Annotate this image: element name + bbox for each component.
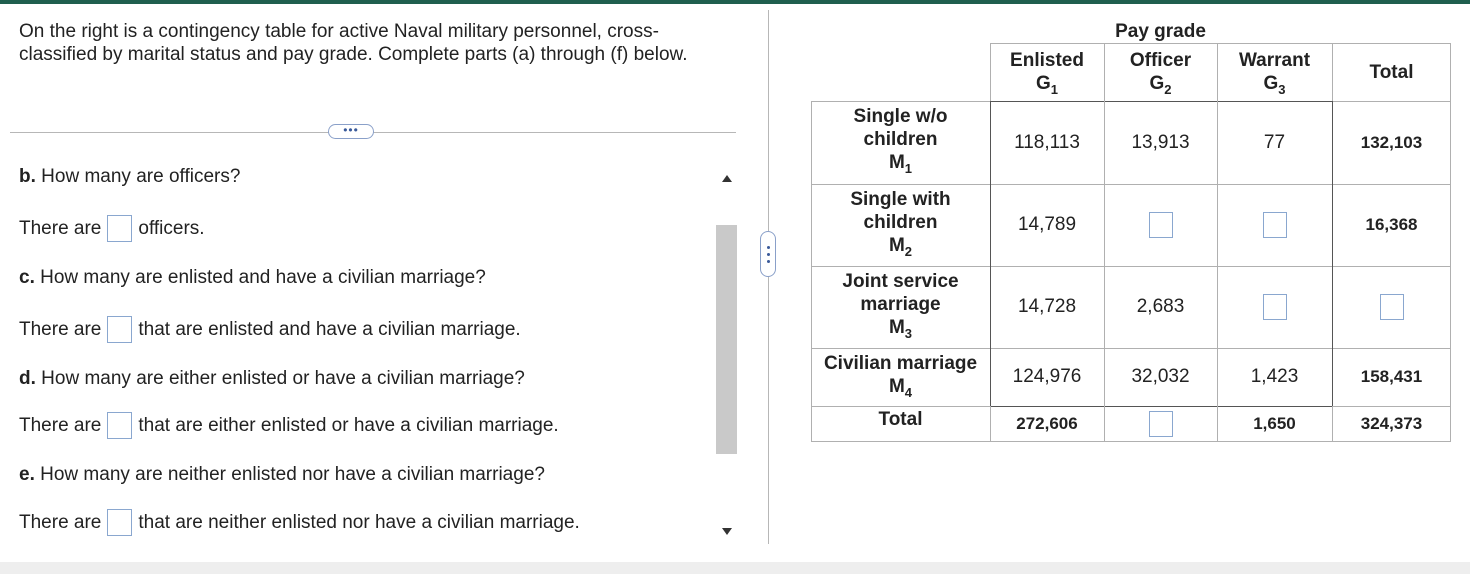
grid-line: [990, 101, 1332, 102]
answer-row-e: [19, 509, 580, 536]
row-header-line: children: [863, 212, 938, 233]
answer-prefix: There are: [19, 217, 102, 239]
scrollbar-thumb[interactable]: [716, 225, 737, 454]
grid-line: [1450, 43, 1451, 441]
row-header-symbol: $M_4$: [888, 376, 913, 400]
cell-m4-g3: 1,423: [1250, 366, 1299, 387]
answer-suffix: that are either enlisted or have a civilian marriage.: [138, 414, 559, 436]
question-letter: b.: [19, 166, 36, 187]
cell-total-total: 324,373: [1360, 413, 1423, 433]
answer-d-input[interactable]: [107, 412, 132, 439]
question-b: [19, 166, 240, 188]
cell-m3-g3-input[interactable]: [1263, 294, 1287, 320]
row-header-symbol: $M_2$: [888, 235, 913, 259]
grid-line: [1332, 406, 1451, 407]
answer-c-input[interactable]: [107, 316, 132, 343]
grid-line: [811, 101, 990, 102]
cell-m3-g2: 2,683: [1136, 296, 1185, 317]
cell-total-g2: [1104, 406, 1217, 441]
scroll-up-arrow-icon[interactable]: [722, 175, 732, 182]
column-header-label: Warrant: [1238, 49, 1311, 71]
grid-line: [990, 406, 1332, 407]
answer-e-input[interactable]: [107, 509, 132, 536]
answer-suffix: officers.: [138, 217, 205, 239]
cell-m2-g3-input[interactable]: [1263, 212, 1287, 238]
answer-b-input[interactable]: [107, 215, 132, 242]
question-letter: d.: [19, 368, 36, 389]
cell-m3-g1: 14,728: [1017, 296, 1077, 317]
cell-m2-g2-input[interactable]: [1149, 212, 1173, 238]
cell-m1-g3: 77: [1263, 131, 1286, 153]
row-header-m3: [811, 266, 990, 348]
question-text: How many are neither enlisted nor have a civilian marriage?: [40, 464, 545, 485]
column-header-label: Officer: [1129, 49, 1192, 71]
row-header-line: Single with: [850, 189, 951, 210]
grid-line: [811, 266, 1451, 267]
cell-m4-g1: 124,976: [1012, 366, 1082, 387]
pay-grade-header: Pay grade: [1115, 20, 1206, 42]
answer-row-c: [19, 316, 521, 343]
cell-m2-g1: 14,789: [1017, 214, 1077, 235]
question-c: [19, 267, 486, 289]
cell-m2-g2: [1104, 184, 1217, 266]
cell-m1-g1: 118,113: [1014, 131, 1080, 153]
answer-prefix: There are: [19, 511, 102, 533]
cell-total-g1: 272,606: [1016, 413, 1078, 433]
row-header-m2: [811, 184, 990, 266]
grid-line: [1217, 43, 1218, 441]
question-text: How many are officers?: [41, 166, 241, 187]
row-header-line: Joint service: [842, 271, 959, 292]
row-header-symbol: $M_1$: [888, 152, 913, 176]
grid-line: [811, 184, 1451, 185]
row-header-line: children: [863, 129, 938, 150]
answer-row-d: [19, 412, 559, 439]
question-e: [19, 464, 545, 486]
row-header-line: marriage: [860, 294, 941, 315]
question-letter: c.: [19, 267, 35, 288]
cell-m2-g3: [1217, 184, 1332, 266]
show-more-button[interactable]: •••: [328, 124, 374, 139]
grid-line: [1332, 101, 1333, 406]
cell-m1-total: 132,103: [1360, 132, 1423, 152]
row-header-total: Total: [878, 409, 923, 430]
grid-line: [990, 43, 991, 101]
column-header-label: Enlisted: [1010, 49, 1084, 71]
question-letter: e.: [19, 464, 35, 485]
row-header-symbol: $M_3$: [888, 317, 913, 341]
column-header-symbol: $G_2$: [1149, 72, 1172, 97]
answer-prefix: There are: [19, 414, 102, 436]
grid-line: [811, 101, 812, 441]
row-header-m4: [811, 348, 990, 406]
cell-m3-total-input[interactable]: [1380, 294, 1404, 320]
grid-line: [990, 406, 991, 441]
column-header-symbol: $G_3$: [1263, 72, 1286, 97]
question-text: How many are enlisted and have a civilian marriage?: [40, 267, 486, 288]
answer-row-b: [19, 215, 205, 242]
column-header-symbol: $G_1$: [1035, 72, 1058, 97]
answer-suffix: that are neither enlisted nor have a civilian marriage.: [138, 511, 580, 533]
column-header-total: Total: [1369, 61, 1414, 83]
grid-line: [1104, 43, 1105, 441]
cell-m3-g3: [1217, 266, 1332, 348]
grid-line: [811, 441, 1451, 442]
cell-m4-g2: 32,032: [1131, 366, 1190, 387]
cell-m1-g2: 13,913: [1131, 131, 1190, 153]
column-header-officer: [1104, 43, 1217, 101]
grid-line: [1332, 101, 1451, 102]
column-header-warrant: [1217, 43, 1332, 101]
grid-line: [990, 43, 1451, 44]
problem-intro: On the right is a contingency table for active Naval military personnel, cross-classified by marital status and pay grade. Complete parts (a) through (f) below.: [19, 21, 688, 65]
question-text: How many are either enlisted or have a civilian marriage?: [41, 368, 525, 389]
scroll-down-arrow-icon[interactable]: [722, 528, 732, 535]
answer-suffix: that are enlisted and have a civilian marriage.: [138, 318, 521, 340]
grid-line: [990, 101, 991, 406]
cell-total-g2-input[interactable]: [1149, 411, 1173, 437]
top-accent-bar: [0, 0, 1470, 4]
grid-line: [811, 406, 990, 407]
cell-m3-total: [1332, 266, 1451, 348]
row-header-line: Civilian marriage: [823, 353, 978, 374]
grid-line: [1332, 406, 1333, 441]
cell-m4-total: 158,431: [1360, 367, 1423, 386]
row-header-line: Single w/o: [853, 106, 948, 127]
row-header-m1: [811, 101, 990, 184]
cell-m2-total: 16,368: [1365, 215, 1418, 234]
question-d: [19, 368, 525, 390]
column-header-enlisted: [990, 43, 1104, 101]
bottom-bar: [0, 562, 1470, 574]
cell-total-g3: 1,650: [1253, 413, 1296, 433]
pane-divider: [768, 10, 769, 544]
answer-prefix: There are: [19, 318, 102, 340]
pane-resize-handle[interactable]: [760, 231, 776, 277]
grid-line: [1332, 43, 1333, 101]
grid-line: [811, 348, 1451, 349]
